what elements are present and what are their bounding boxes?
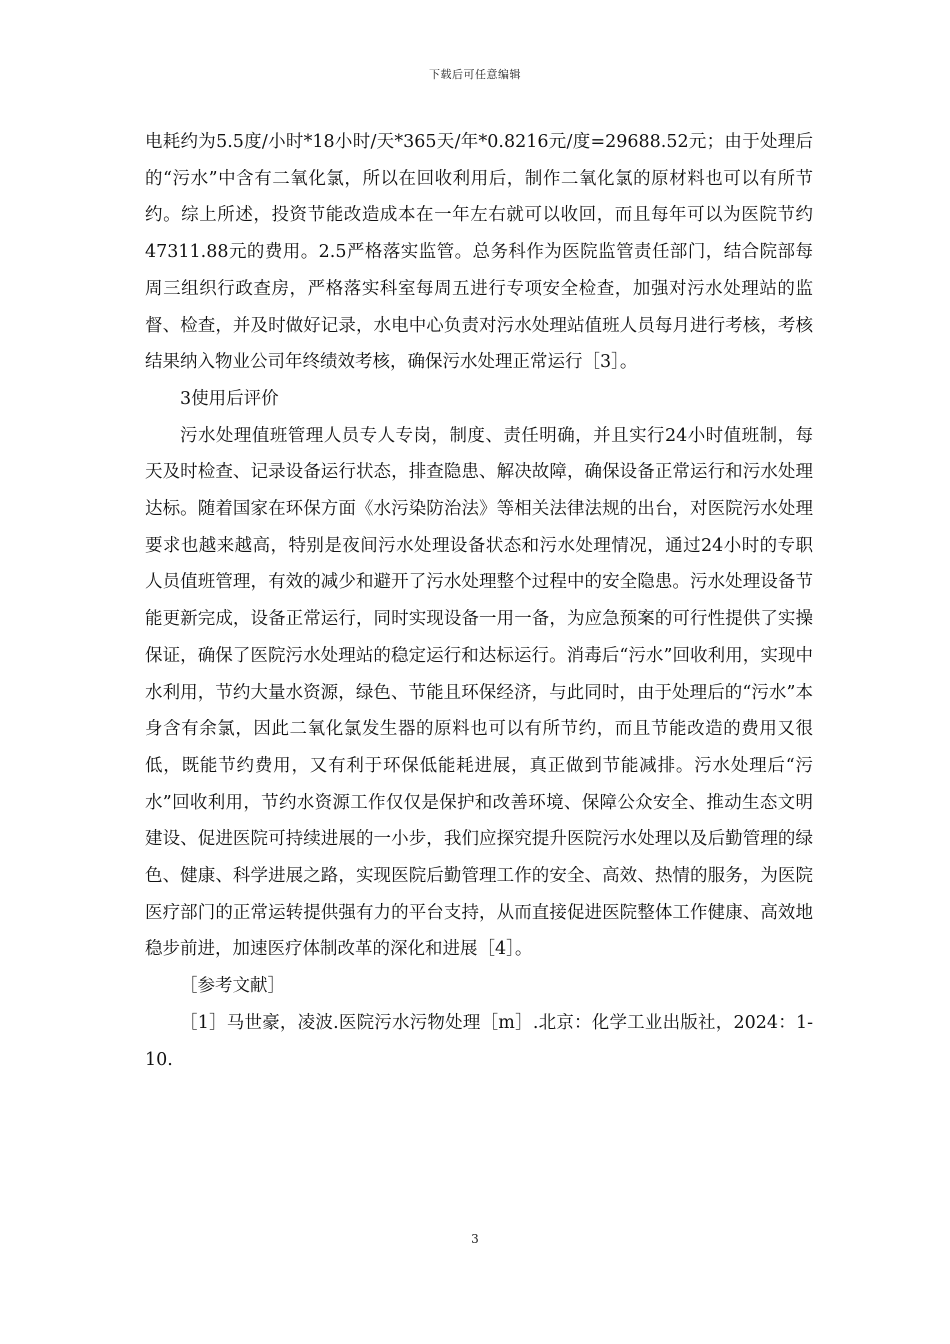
document-body (145, 124, 813, 1078)
paragraph-cost-and-supervision: 电耗约为5.5度/小时*18小时/天*365天/年*0.8216元/度=29688.52元；由于处理后的“污水”中含有二氧化氯，所以在回收利用后，制作二氧化氯的原材料也可以有所节约。综上所述，投资节能改造成本在一年左右就可以收回，而且每年可以为医院节约47311.88元的费用。2.5严格落实监管。总务科作为医院监管责任部门，结合院部每周三组织行政查房，严格落实科室每周五进行专项安全检查，加强对污水处理站的监督、检查，并及时做好记录，水电中心负责对污水处理站值班人员每月进行考核，考核结果纳入物业公司年终绩效考核，确保污水处理正常运行［3］。 (145, 132, 813, 373)
paragraph-evaluation: 污水处理值班管理人员专人专岗，制度、责任明确，并且实行24小时值班制，每天及时检查、记录设备运行状态，排查隐患、解决故障，确保设备正常运行和污水处理达标。随着国家在环保方面《水污染防治法》等相关法律法规的出台，对医院污水处理要求也越来越高，特别是夜间污水处理设备状态和污水处理情况，通过24小时的专职人员值班管理，有效的减少和避开了污水处理整个过程中的安全隐患。污水处理设备节能更新完成，设备正常运行，同时实现设备一用一备，为应急预案的可行性提供了实操保证，确保了医院污水处理站的稳定运行和达标运行。消毒后“污水”回收利用，实现中水利用，节约大量水资源，绿色、节能且环保经济，与此同时，由于处理后的“污水”本身含有余氯，因此二氧化氯发生器的原料也可以有所节约，而且节能改造的费用又很低，既能节约费用，又有利于环保低能耗进展，真正做到节能减排。污水处理后“污水”回收利用，节约水资源工作仅仅是保护和改善环境、保障公众安全、推动生态文明建设、促进医院可持续进展的一小步，我们应探究提升医院污水处理以及后勤管理的绿色、健康、科学进展之路，实现医院后勤管理工作的安全、高效、热情的服务，为医院医疗部门的正常运转提供强有力的平台支持，从而直接促进医院整体工作健康、高效地稳步前进，加速医疗体制改革的深化和进展［4］。 (145, 425, 813, 960)
reference-item: ［1］马世豪，凌波.医院污水污物处理［m］.北京：化学工业出版社，2024：1-10. (145, 1012, 813, 1070)
references-heading: ［参考文献］ (180, 976, 285, 997)
page-number: 3 (471, 1232, 479, 1246)
page-header: 下载后可任意编辑 (429, 68, 521, 81)
section-heading-evaluation: 3使用后评价 (180, 388, 279, 409)
